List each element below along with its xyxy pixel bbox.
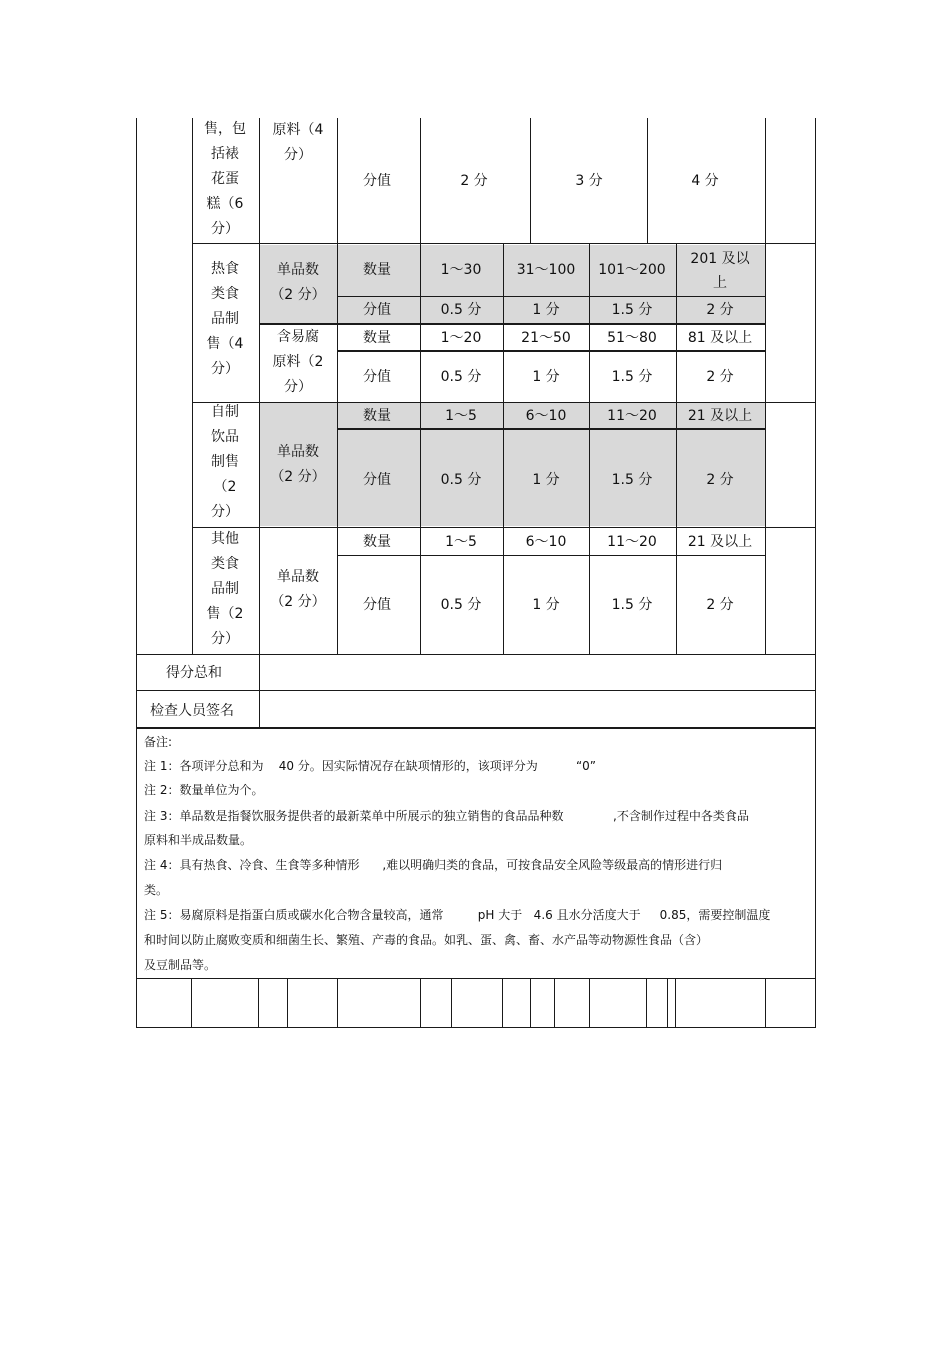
notes-border [815, 727, 816, 980]
score-cell: 1.5 分 [611, 302, 653, 318]
grid-line [337, 555, 765, 556]
note-line: 类。 [144, 883, 169, 897]
quantity-label: 数量 [363, 330, 391, 346]
grid-line [589, 978, 590, 1028]
grid-line [765, 118, 766, 655]
grid-line [451, 978, 452, 1028]
score-cell: 0.5 分 [440, 369, 482, 385]
quantity-cell: 上 [713, 275, 727, 291]
score-cell: 3 分 [575, 173, 603, 189]
grid-line [667, 978, 668, 1028]
inspector-signature-label: 检查人员签名 [150, 703, 234, 719]
item-single-count-label: 单品数 （2 分） [270, 262, 326, 303]
note-line: 注 5：易腐原料是指蛋白质或碳水化合物含量较高，通常 pH 大于 4.6 且水分活度大于 0.85，需要控制温度 [144, 908, 771, 922]
grid-line [136, 690, 816, 691]
shade-hot-single [260, 245, 765, 323]
grid-line [337, 296, 765, 297]
grid-line [258, 978, 259, 1028]
quantity-cell: 1～30 [440, 262, 482, 278]
grid-line [676, 244, 677, 655]
grid-line [815, 118, 816, 728]
score-cell: 0.5 分 [440, 302, 482, 318]
grid-line [337, 428, 765, 430]
quantity-cell: 51～80 [607, 330, 657, 346]
item-perishable-label: 含易腐 原料（2 分） [272, 329, 324, 395]
score-label: 分值 [363, 369, 391, 385]
category-drink-label: 自制 饮品 制售 （2 分） [211, 404, 239, 520]
grid-line [420, 978, 421, 1028]
grid-line [646, 978, 647, 1028]
grid-line [259, 118, 260, 728]
score-cell: 2 分 [460, 173, 488, 189]
note-line: 注 3：单品数是指餐饮服务提供者的最新菜单中所展示的独立销售的食品品种数 ,不含制作过程中各类食品 [144, 809, 749, 823]
grid-line [192, 118, 193, 655]
grid-line [530, 118, 531, 244]
note-line: 注 1：各项评分总和为 40 分。因实际情况存在缺项情形的，该项评分为 “0” [144, 759, 597, 773]
category-hot-food-label: 热食 类食 品制 售（4 分） [206, 261, 244, 377]
grid-line [287, 978, 288, 1028]
quantity-cell: 1～20 [440, 330, 482, 346]
score-cell: 1.5 分 [611, 472, 653, 488]
score-cell: 0.5 分 [440, 597, 482, 613]
grid-line [647, 118, 648, 244]
item-raw-material-label: 原料（4 分） [272, 122, 324, 163]
quantity-cell: 31～100 [516, 262, 576, 278]
score-cell: 1 分 [532, 302, 560, 318]
grid-line [136, 978, 137, 1028]
grid-line [502, 978, 503, 1028]
grid-line [337, 978, 338, 1028]
grid-line [192, 402, 815, 403]
quantity-cell: 201 及以 [690, 251, 750, 267]
quantity-cell: 21～50 [521, 330, 571, 346]
note-line: 注 2：数量单位为个。 [144, 783, 264, 797]
grid-line [136, 654, 816, 655]
item-single-count-label: 单品数 （2 分） [270, 444, 326, 485]
score-cell: 1 分 [532, 369, 560, 385]
grid-line [765, 978, 766, 1028]
quantity-cell: 6～10 [525, 534, 567, 550]
total-score-label: 得分总和 [166, 665, 222, 681]
grid-line [675, 978, 676, 1028]
category-baked-label: 售，包 括裱 花蛋 糕（6 分） [204, 121, 246, 237]
score-cell: 1.5 分 [611, 369, 653, 385]
grid-line [420, 118, 421, 655]
quantity-cell: 6～10 [525, 408, 567, 424]
item-single-count-label: 单品数 （2 分） [270, 569, 326, 610]
grid-line [191, 978, 192, 1028]
score-cell: 2 分 [706, 369, 734, 385]
quantity-label: 数量 [363, 408, 391, 424]
score-cell: 2 分 [706, 302, 734, 318]
note-line: 和时间以防止腐败变质和细菌生长、繁殖、产毒的食品。如乳、蛋、禽、畜、水产品等动物源性食品（含） [144, 933, 709, 947]
note-line: 原料和半成品数量。 [144, 833, 253, 847]
score-cell: 2 分 [706, 597, 734, 613]
grid-line [337, 350, 765, 352]
notes-border [136, 978, 816, 979]
quantity-cell: 81 及以上 [687, 330, 753, 346]
quantity-cell: 21 及以上 [687, 534, 753, 550]
score-cell: 1.5 分 [611, 597, 653, 613]
score-cell: 2 分 [706, 472, 734, 488]
quantity-cell: 1～5 [445, 534, 477, 550]
grid-line [136, 1027, 816, 1028]
score-cell: 1 分 [532, 597, 560, 613]
quantity-label: 数量 [363, 262, 391, 278]
score-cell: 1 分 [532, 472, 560, 488]
quantity-cell: 21 及以上 [687, 408, 753, 424]
category-other-label: 其他 类食 品制 售（2 分） [206, 531, 244, 647]
grid-line [337, 118, 338, 655]
score-label: 分值 [363, 302, 391, 318]
notes-border [136, 727, 137, 980]
grid-line [815, 978, 816, 1028]
quantity-cell: 11～20 [607, 408, 657, 424]
grid-line [259, 323, 765, 325]
note-line: 注 4：具有热食、冷食、生食等多种情形 ,难以明确归类的食品，可按食品安全风险等级最高的情形进行归 [144, 858, 723, 872]
score-label: 分值 [363, 597, 391, 613]
grid-line [554, 978, 555, 1028]
notes-heading: 备注: [144, 735, 173, 749]
quantity-cell: 11～20 [607, 534, 657, 550]
score-cell: 0.5 分 [440, 472, 482, 488]
quantity-cell: 1～5 [445, 408, 477, 424]
score-label: 分值 [363, 173, 391, 189]
grid-line [530, 978, 531, 1028]
note-line: 及豆制品等。 [144, 958, 217, 972]
quantity-cell: 101～200 [598, 262, 666, 278]
grid-line [192, 527, 815, 528]
quantity-label: 数量 [363, 534, 391, 550]
grid-line [136, 118, 137, 728]
grid-line [136, 727, 816, 729]
score-label: 分值 [363, 472, 391, 488]
grid-line [192, 243, 815, 244]
score-cell: 4 分 [691, 173, 719, 189]
grid-line [589, 244, 590, 655]
grid-line [503, 244, 504, 655]
